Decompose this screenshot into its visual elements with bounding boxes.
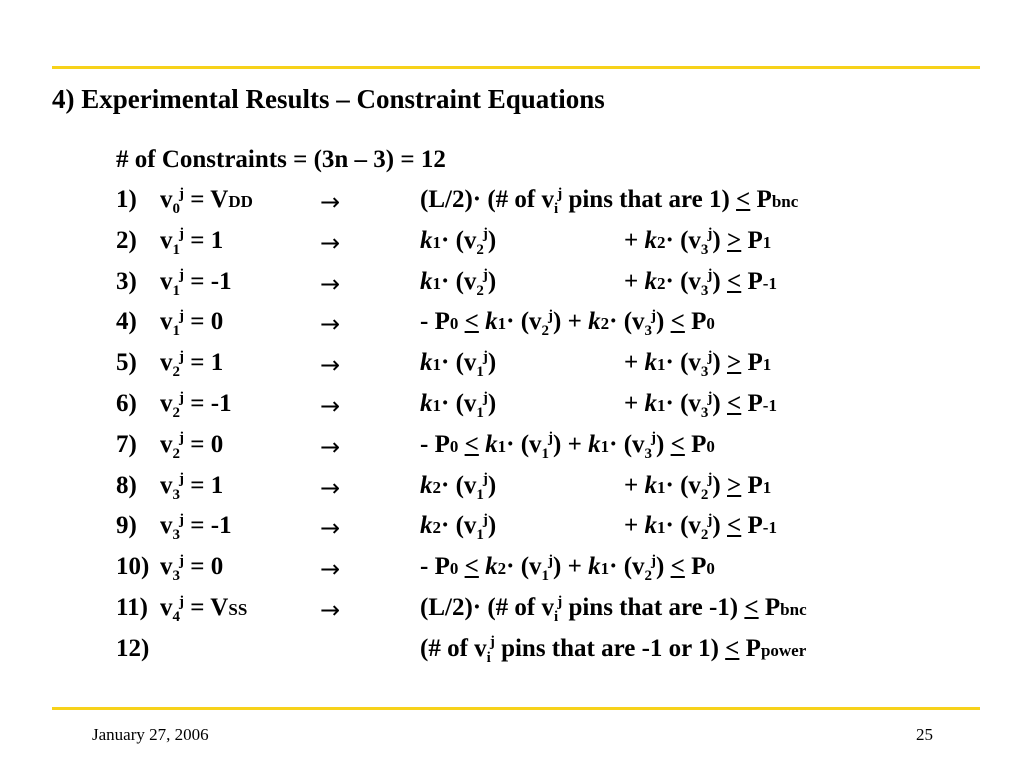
variable-subscript: 2 bbox=[172, 405, 180, 421]
coefficient-subscript: 2 bbox=[432, 477, 441, 497]
variable-superscript: j bbox=[179, 471, 184, 488]
coefficient-subscript: 1 bbox=[657, 477, 666, 497]
variable-superscript: j bbox=[651, 308, 657, 325]
equation-condition bbox=[160, 552, 224, 585]
coefficient: k bbox=[485, 553, 498, 581]
variable-subscript: 1 bbox=[541, 445, 550, 462]
variable-superscript: j bbox=[179, 430, 184, 447]
variable-superscript: j bbox=[482, 471, 488, 488]
variable-superscript: j bbox=[707, 389, 713, 406]
implies-arrow-icon: → bbox=[320, 269, 341, 298]
coefficient-subscript: 2 bbox=[432, 518, 441, 538]
bound-subscript: power bbox=[760, 640, 807, 660]
range-expression bbox=[420, 308, 715, 340]
relation-symbol: < bbox=[464, 553, 479, 581]
variable-superscript: j bbox=[179, 226, 184, 243]
relation-symbol: < bbox=[727, 267, 742, 295]
expression-text: · (v bbox=[665, 471, 701, 499]
expression-text: ) bbox=[712, 471, 727, 499]
coefficient: k bbox=[588, 430, 601, 458]
coefficient-subscript: 1 bbox=[657, 396, 666, 415]
variable-superscript: j bbox=[482, 226, 488, 243]
variable-subscript: 2 bbox=[644, 568, 653, 585]
expression-text: · (v bbox=[665, 512, 701, 540]
variable-superscript: j bbox=[482, 389, 488, 406]
variable-subscript: 3 bbox=[644, 323, 653, 340]
expression-text: pins that are -1) bbox=[562, 594, 745, 621]
expression-text: · (v bbox=[506, 308, 542, 336]
condition-value: = 0 bbox=[184, 553, 224, 581]
expression-text: (# of v bbox=[420, 634, 487, 662]
implies-arrow-icon: → bbox=[320, 228, 341, 257]
implies-arrow-icon: → bbox=[320, 310, 341, 339]
bound-symbol: P bbox=[741, 349, 763, 377]
second-term bbox=[624, 471, 772, 503]
variable-superscript: j bbox=[482, 348, 488, 365]
coefficient: k bbox=[420, 226, 433, 254]
expression-text: · (v bbox=[665, 226, 701, 254]
variable-superscript: j bbox=[651, 430, 657, 447]
expression-text: ) bbox=[487, 226, 497, 254]
expression-text: · (v bbox=[609, 308, 645, 336]
equation-number: 1) bbox=[116, 186, 137, 213]
relation-symbol: < bbox=[725, 634, 740, 662]
expression-text: · (v bbox=[609, 553, 645, 581]
range-expression bbox=[420, 430, 715, 462]
expression-text: · (v bbox=[609, 430, 645, 458]
plus-symbol: + bbox=[624, 267, 645, 295]
bound-subscript: 0 bbox=[449, 559, 459, 579]
expression-text: ) bbox=[487, 471, 497, 499]
equation-condition bbox=[160, 185, 253, 217]
variable-superscript: j bbox=[179, 512, 184, 529]
variable-subscript: 2 bbox=[700, 527, 709, 544]
expression-text: ) bbox=[656, 553, 671, 581]
coefficient-subscript: 2 bbox=[497, 559, 507, 579]
slide-title: 4) Experimental Results – Constraint Equations bbox=[52, 84, 605, 114]
equation-number: 7) bbox=[116, 430, 137, 458]
condition-value: = -1 bbox=[184, 267, 232, 295]
coefficient-subscript: 1 bbox=[657, 355, 666, 375]
plus-symbol: + bbox=[624, 226, 645, 254]
implies-arrow-icon: → bbox=[320, 555, 341, 584]
variable-subscript: 1 bbox=[541, 568, 550, 585]
relation-symbol: < bbox=[464, 308, 479, 336]
equation-condition bbox=[160, 593, 248, 625]
expression-text: · (v bbox=[665, 390, 701, 417]
range-expression bbox=[420, 552, 715, 585]
variable-subscript: 3 bbox=[700, 405, 709, 421]
relation-symbol: > bbox=[727, 226, 742, 254]
constraint-expression bbox=[420, 593, 807, 625]
expression-text: ) bbox=[656, 308, 671, 336]
index-superscript: j bbox=[489, 634, 495, 651]
bound-subscript: 1 bbox=[762, 477, 772, 497]
index-subscript: i bbox=[554, 201, 559, 217]
index-subscript: i bbox=[554, 609, 559, 625]
bound-subscript: 1 bbox=[762, 232, 772, 252]
condition-value: = V bbox=[184, 594, 229, 621]
variable-subscript: 2 bbox=[476, 241, 484, 258]
variable-subscript: 3 bbox=[700, 241, 709, 258]
second-term bbox=[624, 226, 772, 258]
variable-superscript: j bbox=[482, 267, 488, 284]
coefficient: k bbox=[588, 308, 601, 336]
expression-text: ) bbox=[487, 267, 497, 295]
variable-subscript: 3 bbox=[172, 568, 180, 585]
bound-symbol: P bbox=[750, 186, 772, 213]
coefficient-subscript: 2 bbox=[657, 273, 666, 293]
variable-subscript: 3 bbox=[172, 486, 180, 503]
coefficient-subscript: 1 bbox=[432, 355, 441, 375]
expression-text: ) bbox=[712, 390, 727, 417]
expression-text: · (v bbox=[441, 226, 477, 254]
page-number: 25 bbox=[916, 725, 933, 744]
bound-subscript: bnc bbox=[780, 600, 807, 619]
expression-text: · (v bbox=[665, 267, 701, 295]
variable-superscript: j bbox=[707, 348, 713, 365]
variable-subscript: 1 bbox=[172, 241, 180, 258]
equation-condition bbox=[160, 308, 224, 340]
variable-superscript: j bbox=[179, 389, 184, 406]
relation-symbol: < bbox=[670, 430, 685, 458]
coefficient: k bbox=[420, 390, 433, 417]
coefficient: k bbox=[588, 553, 601, 581]
coefficient: k bbox=[420, 267, 433, 295]
bound-subscript: 0 bbox=[449, 314, 459, 334]
relation-symbol: < bbox=[670, 553, 685, 581]
equation-number: 4) bbox=[116, 308, 137, 336]
variable-subscript: 3 bbox=[700, 364, 709, 381]
coefficient-subscript: 1 bbox=[497, 314, 507, 334]
variable: v bbox=[160, 390, 173, 417]
first-term bbox=[420, 348, 497, 381]
equation-number: 8) bbox=[116, 471, 137, 499]
coefficient-subscript: 2 bbox=[600, 314, 610, 334]
variable: v bbox=[160, 308, 173, 336]
variable-subscript: 3 bbox=[700, 282, 709, 299]
constraint-expression bbox=[420, 185, 799, 217]
bound-symbol: P bbox=[741, 390, 763, 417]
expression-text: ) bbox=[487, 512, 497, 540]
variable-subscript: 2 bbox=[541, 323, 550, 340]
condition-value: = 1 bbox=[184, 471, 224, 499]
variable: v bbox=[160, 267, 173, 295]
variable-superscript: j bbox=[548, 430, 554, 447]
coefficient: k bbox=[644, 512, 657, 540]
variable-subscript: 2 bbox=[172, 364, 180, 381]
variable-subscript: 1 bbox=[476, 364, 484, 381]
equation-number: 11) bbox=[116, 594, 148, 621]
first-term bbox=[420, 267, 497, 299]
variable: v bbox=[160, 349, 173, 377]
variable-superscript: j bbox=[548, 552, 554, 569]
coefficient-subscript: 1 bbox=[432, 232, 441, 252]
equation-number: 10) bbox=[116, 553, 150, 581]
coefficient: k bbox=[485, 308, 498, 336]
expression-text: ) bbox=[712, 349, 727, 377]
variable-superscript: j bbox=[179, 348, 184, 365]
relation-symbol: < bbox=[736, 186, 751, 213]
equation-condition bbox=[160, 226, 224, 258]
voltage-subscript: DD bbox=[228, 192, 253, 211]
variable-superscript: j bbox=[548, 308, 554, 325]
variable: v bbox=[160, 186, 173, 213]
coefficient: k bbox=[644, 267, 657, 295]
first-term bbox=[420, 471, 497, 503]
bound-symbol: P bbox=[684, 308, 707, 336]
expression-text: - P bbox=[420, 553, 450, 581]
coefficient: k bbox=[644, 390, 657, 417]
equation-condition bbox=[160, 267, 232, 299]
second-term bbox=[624, 348, 772, 381]
expression-text: · (v bbox=[441, 349, 477, 377]
equation-condition bbox=[160, 512, 232, 544]
bound-subscript: bnc bbox=[771, 192, 799, 211]
bound-subscript: 0 bbox=[706, 559, 715, 579]
first-term bbox=[420, 512, 497, 544]
variable-superscript: j bbox=[707, 471, 713, 488]
coefficient-subscript: 1 bbox=[432, 273, 441, 293]
variable-superscript: j bbox=[179, 267, 184, 284]
variable-subscript: 1 bbox=[476, 486, 484, 503]
plus-symbol: ) + bbox=[553, 430, 589, 458]
coefficient: k bbox=[420, 349, 433, 377]
bound-symbol: P bbox=[739, 634, 761, 662]
coefficient-subscript: 1 bbox=[432, 396, 441, 415]
variable-subscript: 1 bbox=[172, 282, 180, 299]
implies-arrow-icon: → bbox=[320, 596, 341, 624]
bound-subscript: -1 bbox=[762, 273, 777, 293]
variable: v bbox=[160, 594, 173, 621]
condition-value: = 0 bbox=[184, 430, 224, 458]
variable-subscript: 2 bbox=[476, 282, 484, 299]
implies-arrow-icon: → bbox=[320, 188, 341, 216]
variable-subscript: 0 bbox=[172, 201, 180, 217]
plus-symbol: + bbox=[624, 471, 645, 499]
expression-text: · (v bbox=[665, 349, 701, 377]
implies-arrow-icon: → bbox=[320, 351, 341, 380]
expression-text: - P bbox=[420, 308, 450, 336]
bound-subscript: 0 bbox=[449, 436, 459, 456]
equation-condition bbox=[160, 389, 232, 421]
index-superscript: j bbox=[557, 185, 563, 202]
expression-text: ) bbox=[656, 430, 671, 458]
variable-superscript: j bbox=[707, 512, 713, 529]
implies-arrow-icon: → bbox=[320, 514, 341, 543]
variable-subscript: 1 bbox=[476, 405, 484, 421]
expression-text: · (v bbox=[506, 430, 542, 458]
bound-subscript: 0 bbox=[706, 436, 715, 456]
variable-subscript: 1 bbox=[476, 527, 484, 544]
implies-arrow-icon: → bbox=[320, 473, 341, 502]
first-term bbox=[420, 389, 497, 421]
equation-number: 2) bbox=[116, 226, 137, 254]
equation-condition bbox=[160, 430, 224, 462]
coefficient-subscript: 1 bbox=[600, 436, 610, 456]
relation-symbol: > bbox=[727, 349, 742, 377]
condition-value: = 1 bbox=[184, 226, 224, 254]
second-term bbox=[624, 389, 777, 421]
variable-superscript: j bbox=[179, 308, 184, 325]
relation-symbol: < bbox=[670, 308, 685, 336]
expression-text: pins that are -1 or 1) bbox=[494, 634, 726, 662]
footer-date: January 27, 2006 bbox=[92, 725, 209, 744]
equation-number: 5) bbox=[116, 349, 137, 377]
variable-subscript: 2 bbox=[700, 486, 709, 503]
index-superscript: j bbox=[557, 593, 563, 610]
expression-text: ) bbox=[712, 226, 727, 254]
constraint-count: # of Constraints = (3n – 3) = 12 bbox=[116, 146, 446, 173]
equation-number: 9) bbox=[116, 512, 137, 540]
coefficient-subscript: 1 bbox=[497, 436, 507, 456]
coefficient-subscript: 1 bbox=[657, 518, 666, 538]
relation-symbol: < bbox=[744, 594, 759, 621]
expression-text: (L/2)· (# of v bbox=[420, 186, 555, 213]
variable-subscript: 3 bbox=[172, 527, 180, 544]
variable-superscript: j bbox=[707, 226, 713, 243]
second-term bbox=[624, 512, 777, 544]
coefficient: k bbox=[420, 471, 433, 499]
bound-symbol: P bbox=[741, 471, 763, 499]
expression-text: · (v bbox=[441, 390, 477, 417]
expression-text: - P bbox=[420, 430, 450, 458]
relation-symbol: < bbox=[727, 512, 742, 540]
second-term bbox=[624, 267, 777, 299]
expression-text: ) bbox=[712, 512, 727, 540]
bound-symbol: P bbox=[684, 430, 707, 458]
variable-superscript: j bbox=[482, 512, 488, 529]
expression-text: · (v bbox=[506, 553, 542, 581]
top-divider bbox=[52, 66, 980, 69]
expression-text: ) bbox=[487, 349, 497, 377]
condition-value: = -1 bbox=[184, 390, 232, 417]
variable: v bbox=[160, 430, 173, 458]
variable: v bbox=[160, 512, 173, 540]
equation-condition bbox=[160, 348, 224, 381]
coefficient-subscript: 1 bbox=[600, 559, 610, 579]
variable-superscript: j bbox=[179, 593, 184, 610]
plus-symbol: + bbox=[624, 512, 645, 540]
variable-subscript: 3 bbox=[644, 445, 653, 462]
variable-superscript: j bbox=[179, 185, 184, 202]
variable-superscript: j bbox=[707, 267, 713, 284]
relation-symbol: > bbox=[727, 471, 742, 499]
relation-symbol: < bbox=[464, 430, 479, 458]
variable-subscript: 1 bbox=[172, 323, 180, 340]
coefficient: k bbox=[644, 471, 657, 499]
bound-symbol: P bbox=[741, 226, 763, 254]
implies-arrow-icon: → bbox=[320, 432, 341, 461]
coefficient: k bbox=[420, 512, 433, 540]
bound-symbol: P bbox=[684, 553, 707, 581]
coefficient: k bbox=[485, 430, 498, 458]
relation-symbol: < bbox=[727, 390, 742, 417]
variable-subscript: 2 bbox=[172, 445, 180, 462]
variable-superscript: j bbox=[651, 552, 657, 569]
bound-subscript: -1 bbox=[762, 396, 777, 415]
variable: v bbox=[160, 553, 173, 581]
coefficient: k bbox=[644, 226, 657, 254]
bound-subscript: -1 bbox=[762, 518, 777, 538]
expression-text: · (v bbox=[441, 471, 477, 499]
equation-number: 6) bbox=[116, 390, 137, 417]
condition-value: = V bbox=[184, 186, 229, 213]
expression-text: · (v bbox=[441, 267, 477, 295]
variable: v bbox=[160, 471, 173, 499]
bound-symbol: P bbox=[741, 267, 763, 295]
plus-symbol: ) + bbox=[553, 553, 589, 581]
implies-arrow-icon: → bbox=[320, 392, 341, 420]
expression-text: ) bbox=[712, 267, 727, 295]
coefficient: k bbox=[644, 349, 657, 377]
condition-value: = 0 bbox=[184, 308, 224, 336]
plus-symbol: ) + bbox=[553, 308, 589, 336]
first-term bbox=[420, 226, 497, 258]
plus-symbol: + bbox=[624, 349, 645, 377]
bottom-divider bbox=[52, 707, 980, 710]
coefficient-subscript: 2 bbox=[657, 232, 666, 252]
expression-text: (L/2)· (# of v bbox=[420, 594, 555, 621]
plus-symbol: + bbox=[624, 390, 645, 417]
expression-text: pins that are 1) bbox=[562, 186, 737, 213]
index-subscript: i bbox=[486, 649, 491, 666]
bound-symbol: P bbox=[741, 512, 763, 540]
condition-value: = 1 bbox=[184, 349, 224, 377]
equation-number: 12) bbox=[116, 634, 150, 662]
expression-text: ) bbox=[487, 390, 497, 417]
variable-subscript: 4 bbox=[172, 609, 180, 625]
constraint-expression bbox=[420, 634, 807, 666]
variable-superscript: j bbox=[179, 552, 184, 569]
equation-condition bbox=[160, 471, 224, 503]
bound-symbol: P bbox=[758, 594, 781, 621]
equation-number: 3) bbox=[116, 267, 137, 295]
bound-subscript: 0 bbox=[706, 314, 715, 334]
expression-text: · (v bbox=[441, 512, 477, 540]
bound-subscript: 1 bbox=[762, 355, 772, 375]
voltage-subscript: SS bbox=[228, 600, 248, 619]
variable: v bbox=[160, 226, 173, 254]
condition-value: = -1 bbox=[184, 512, 232, 540]
